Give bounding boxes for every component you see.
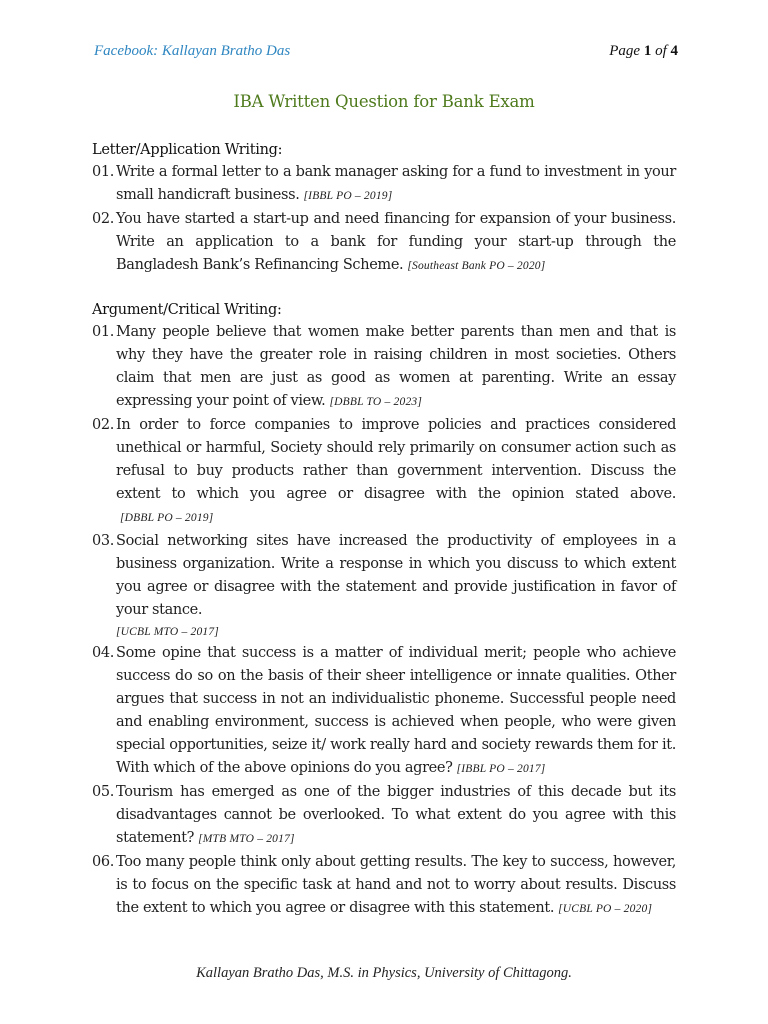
- question-text: Write a formal letter to a bank manager asking for a fund to investment in your small handicraft business.: [116, 164, 676, 203]
- section-letter-writing: [92, 142, 676, 278]
- question-item: [92, 851, 676, 921]
- question-source: [IBBL PO – 2019]: [303, 190, 393, 202]
- question-source: [Southeast Bank PO – 2020]: [407, 260, 546, 272]
- question-item: [92, 642, 676, 781]
- section-title: Letter/Application Writing:: [92, 142, 283, 158]
- question-number: 04.: [92, 645, 115, 661]
- question-source: [UCBL MTO – 2017]: [116, 626, 219, 638]
- question-number: 03.: [92, 533, 115, 549]
- question-text: Some opine that success is a matter of individual merit; people who achieve success do so on the basis of their sheer intelligence or innate qualities. Other argues that success in not an individualistic phoneme. Successful people need and enabling environment, success is achieved when people, who were given special opportunities, seize it/ work really hard and society rewards them for it. With which of the above opinions do you agree?: [116, 645, 676, 776]
- question-number: 06.: [92, 854, 115, 870]
- page-current: 1: [643, 43, 652, 59]
- question-number: 01.: [92, 164, 115, 180]
- section-title: Argument/Critical Writing:: [92, 302, 282, 318]
- question-source: [UCBL PO – 2020]: [558, 903, 653, 915]
- question-text: Social networking sites have increased the productivity of employees in a business organization. Write a response in which you discuss to which extent you agree or disagree with the statement and provide justification in favor of your stance.: [116, 533, 676, 618]
- question-text: In order to force companies to improve policies and practices considered unethical or harmful, Society should rely primarily on consumer action such as refusal to buy products rather than government intervention. Discuss the extent to which you agree or disagree with the opinion stated above.: [116, 417, 676, 502]
- question-item: [92, 321, 676, 414]
- section-argument-writing: [92, 302, 676, 921]
- page-indicator: [609, 43, 678, 60]
- page-of: of: [651, 43, 671, 59]
- question-source: [IBBL PO – 2017]: [456, 763, 546, 775]
- question-item: [92, 161, 676, 208]
- question-number: 02.: [92, 417, 115, 433]
- footer-author-credit: Kallayan Bratho Das, M.S. in Physics, University of Chittagong.: [196, 965, 572, 981]
- question-item: [92, 781, 676, 851]
- question-item: [92, 414, 676, 530]
- question-source: [MTB MTO – 2017]: [198, 833, 295, 845]
- question-text: Tourism has emerged as one of the bigger industries of this decade but its disadvantages cannot be overlooked. To what extent do you agree with this statement?: [116, 784, 676, 846]
- header-facebook-credit: Facebook: Kallayan Bratho Das: [94, 43, 291, 59]
- question-text: Too many people think only about getting results. The key to success, however, is to focus on the specific task at hand and not to worry about results. Discuss the extent to which you agree or disagree with this statement.: [116, 854, 676, 916]
- question-number: 01.: [92, 324, 115, 340]
- question-source: [DBBL TO – 2023]: [329, 396, 423, 408]
- question-item: [92, 530, 676, 642]
- question-text: Many people believe that women make better parents than men and that is why they have the greater role in raising children in most societies. Others claim that men are just as good as women at parenting. Write an essay expressing your point of view.: [116, 324, 676, 409]
- question-source: [DBBL PO – 2019]: [120, 512, 214, 524]
- document-title: IBA Written Question for Bank Exam: [233, 92, 535, 111]
- page-total: 4: [670, 43, 678, 59]
- page-prefix: Page: [609, 43, 644, 59]
- question-number: 02.: [92, 211, 115, 227]
- question-number: 05.: [92, 784, 115, 800]
- question-item: [92, 208, 676, 278]
- question-text: You have started a start-up and need financing for expansion of your business. Write an application to a bank for funding your start-up through the Bangladesh Bank’s Refinancing Scheme.: [116, 211, 676, 273]
